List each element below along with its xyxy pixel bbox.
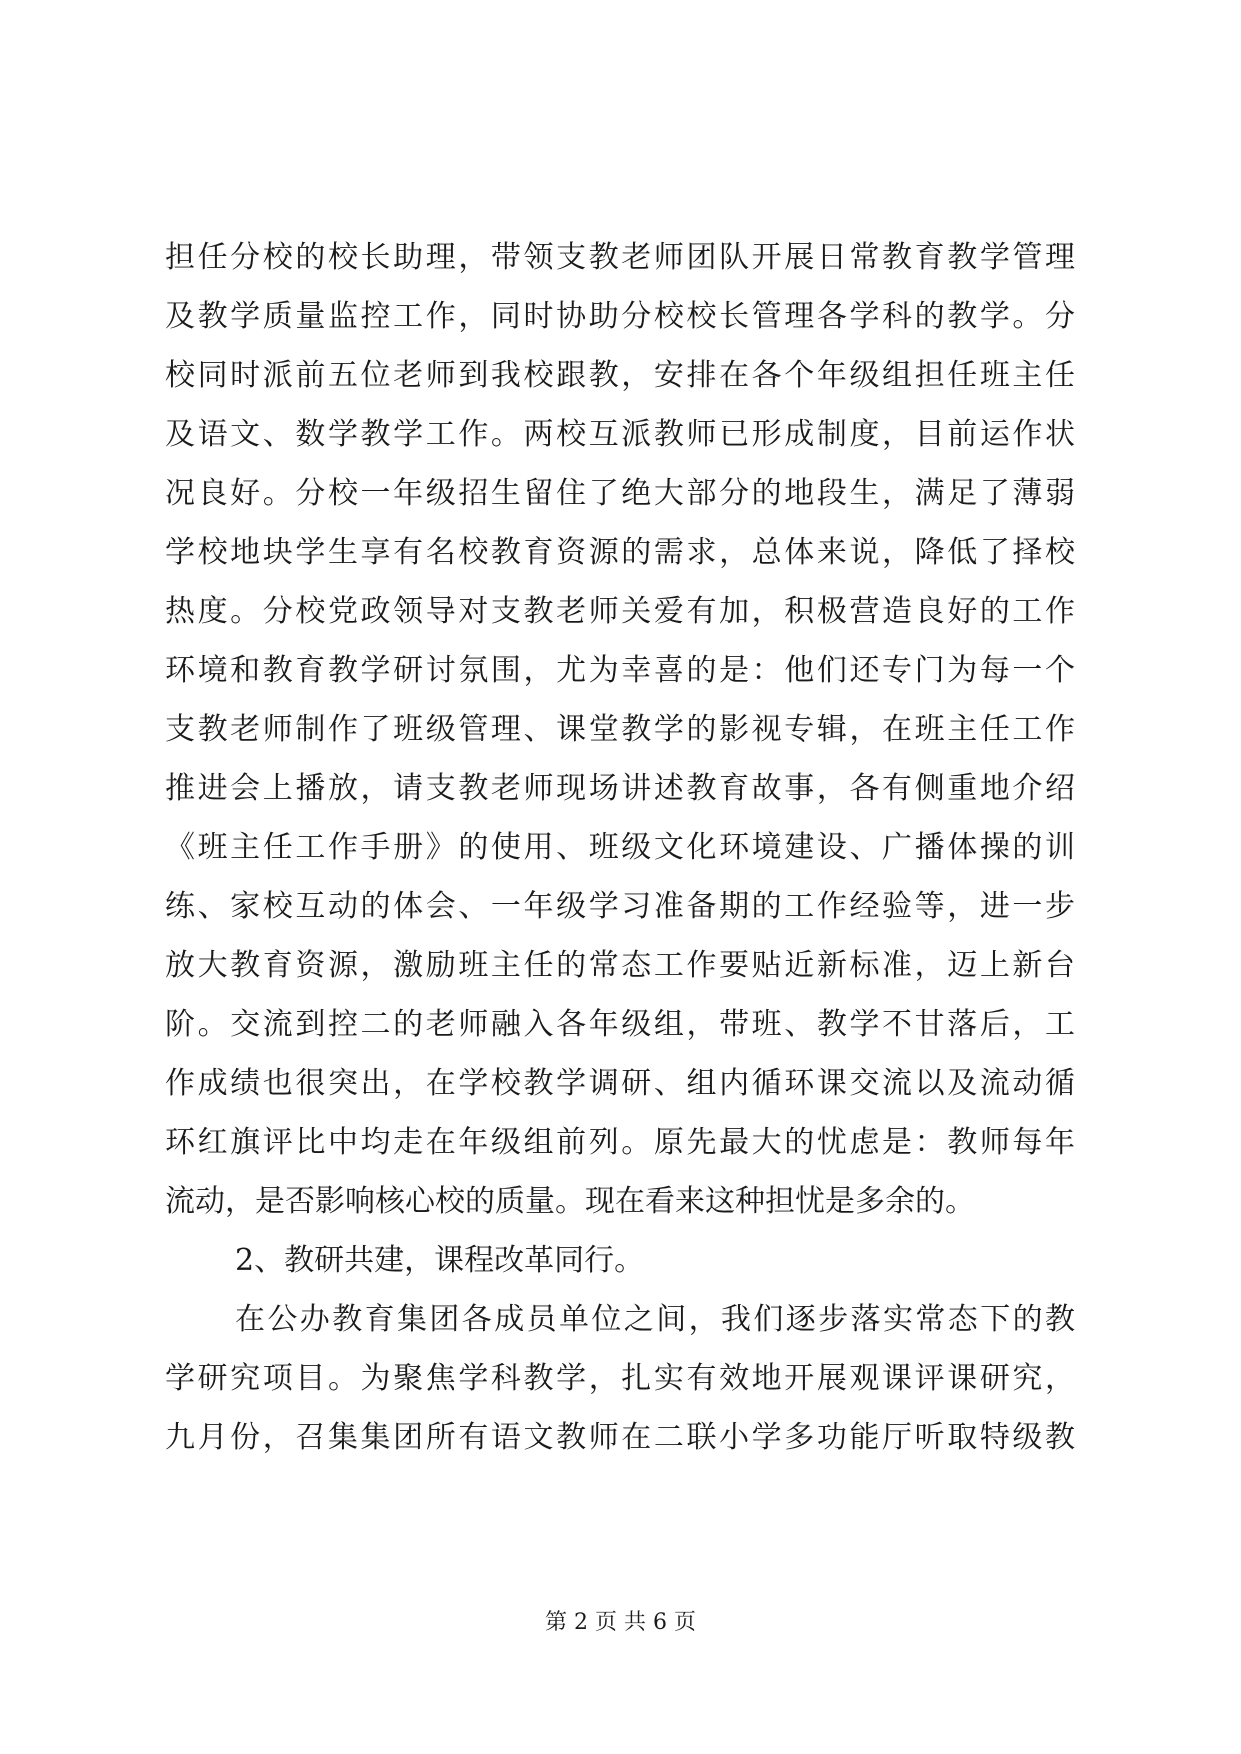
text-line: 放大教育资源，激励班主任的常态工作要贴近新标准，迈上新台: [165, 948, 1075, 983]
text-line: 阶。交流到控二的老师融入各年级组，带班、教学不甘落后，工: [165, 1007, 1075, 1042]
text-line: 担任分校的校长助理，带领支教老师团队开展日常教育教学管理: [165, 240, 1075, 275]
text-line: 况良好。分校一年级招生留住了绝大部分的地段生，满足了薄弱: [165, 476, 1075, 511]
text-line: 及教学质量监控工作，同时协助分校校长管理各学科的教学。分: [165, 299, 1075, 334]
text-line: 九月份，召集集团所有语文教师在二联小学多功能厅听取特级教: [165, 1420, 1075, 1455]
text-line: 及语文、数学教学工作。两校互派教师已形成制度，目前运作状: [165, 417, 1075, 452]
text-line: 《班主任工作手册》的使用、班级文化环境建设、广播体操的训: [165, 830, 1075, 865]
text-line: 学校地块学生享有名校教育资源的需求，总体来说，降低了择校: [165, 535, 1075, 570]
text-line: 推进会上播放，请支教老师现场讲述教育故事，各有侧重地介绍: [165, 771, 1075, 806]
page-number-footer: 第 2 页 共 6 页: [545, 1610, 696, 1635]
text-line: 作成绩也很突出，在学校教学调研、组内循环课交流以及流动循: [165, 1066, 1075, 1101]
paragraph-first-line: 在公办教育集团各成员单位之间，我们逐步落实常态下的教: [235, 1302, 1075, 1337]
body-text: [165, 228, 1075, 1467]
text-line: 支教老师制作了班级管理、课堂教学的影视专辑，在班主任工作: [165, 712, 1075, 747]
text-line: 环境和教育教学研讨氛围，尤为幸喜的是：他们还专门为每一个: [165, 653, 1075, 688]
text-line: 流动，是否影响核心校的质量。现在看来这种担忧是多余的。: [165, 1184, 975, 1219]
text-line: 校同时派前五位老师到我校跟教，安排在各个年级组担任班主任: [165, 358, 1075, 393]
section-heading: 2、教研共建，课程改革同行。: [235, 1243, 645, 1278]
text-line: 学研究项目。为聚焦学科教学，扎实有效地开展观课评课研究，: [165, 1361, 1075, 1396]
text-line: 练、家校互动的体会、一年级学习准备期的工作经验等，进一步: [165, 889, 1075, 924]
text-line: 热度。分校党政领导对支教老师关爱有加，积极营造良好的工作: [165, 594, 1075, 629]
text-line: 环红旗评比中均走在年级组前列。原先最大的忧虑是：教师每年: [165, 1125, 1075, 1160]
